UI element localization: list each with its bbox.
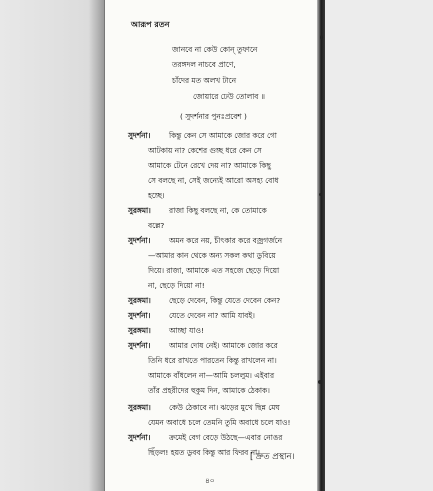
exit-direction: [ দ্রুত প্রস্থান। xyxy=(250,451,295,461)
dialogue-line: যেতে দেবেন না? আমি যাবই। xyxy=(169,311,255,320)
song-line: তরঙ্গদল নাচবে প্রাণে, xyxy=(172,60,236,69)
speaker-name: সুরঙ্গমা। xyxy=(128,296,151,305)
speaker-name: সুদর্শনা। xyxy=(128,433,151,442)
dialogue-line: বল্লে? xyxy=(148,221,165,230)
dialogue-line: ছেড়ে দেবেন, কিন্তু যেতে দেবেন কেন? xyxy=(169,296,281,305)
speaker-name: সুরঙ্গমা। xyxy=(128,403,151,412)
dialogue-line: আমার দোষ নেই। আমাকে জোর করে xyxy=(169,341,278,350)
dialogue-line: ক্রমেই বেগ বেড়ে উঠছে—এবার নোঙর xyxy=(169,433,283,442)
dialogue-line: রাজা কিছু বলছে না, কে তোমাকে xyxy=(169,206,267,215)
dialogue-line: দিয়ে। রাজা, আমাকে এত সহজে ছেড়ে দিয়ো xyxy=(148,266,280,275)
speaker-name: সুরঙ্গমা। xyxy=(128,326,151,335)
dialogue-line: —আমার কান থেকে অন্য সকল কথা ডুবিয়ে xyxy=(148,251,276,260)
dialogue-line: আমাকে টেনে রেখে দেয় না? আমাকে কিছু xyxy=(148,161,271,170)
speaker-name: সুদর্শনা। xyxy=(128,311,151,320)
dialogue-line: ছিঁড়ল! হয়ত ডুবব কিন্তু আর ফিরব না। xyxy=(148,448,260,457)
song-line: জানবে না কেউ কোন্ তুফানে xyxy=(172,45,258,54)
dialogue-line: কিন্তু কেন সে আমাকে জোর করে গো xyxy=(169,131,277,140)
dialogue-line: হচ্ছে। xyxy=(148,191,165,200)
speaker-name: সুরঙ্গমা। xyxy=(128,206,151,215)
dialogue-line: তিনি ধরে রাখতে পারতেন কিন্তু রাখলেন না। xyxy=(148,356,277,365)
page-gutter xyxy=(317,0,325,491)
dialogue-line: যেমন অবাধে চলে তেমনি তুমি অবাধে চলে যাও! xyxy=(148,418,291,427)
ink-speck xyxy=(318,380,322,384)
dialogue-line: অমন করে নয়, চীৎকার করে বজ্রগর্জনে xyxy=(169,236,283,245)
dialogue-line: সে বলছে না, সেই জন্যেই আরো অসহ্য বোধ xyxy=(148,176,279,185)
running-header: আরূপ রতন xyxy=(131,20,170,29)
speaker-name: সুদর্শনা। xyxy=(128,131,151,140)
dialogue-line: আটকায় না? কেশের গুচ্ছ ধরে কেন সে xyxy=(148,146,262,155)
speaker-name: সুদর্শনা। xyxy=(128,236,151,245)
dialogue-line: কেউ ঠেকাবে না। ঝড়ের মুখে ছিন্ন মেঘ xyxy=(169,403,280,412)
speaker-name: সুদর্শনা। xyxy=(128,341,151,350)
left-margin-shadow xyxy=(0,0,104,491)
stage-direction: ( সুদর্শনার পুনঃপ্রবেশ ) xyxy=(180,112,247,121)
dialogue-line: তাঁর প্রহরীদের হুকুম দিন, আমাকে ঠেকাক। xyxy=(148,386,270,395)
page-number: ৪০ xyxy=(205,476,215,485)
ink-speck xyxy=(320,35,323,40)
dialogue-line: আচ্ছা যাও! xyxy=(169,326,204,335)
right-background xyxy=(325,0,433,491)
dialogue-line: না, ছেড়ে দিয়ো না! xyxy=(148,281,205,290)
dialogue-line: আমাকে বাঁধলেন না—আমি চললুম। এইবার xyxy=(148,371,275,380)
ink-speck xyxy=(319,193,322,196)
song-line: জোয়ারে ঢেউ তোলাব ॥ xyxy=(193,92,265,101)
song-line: চাঁদের মত অলখ টানে xyxy=(172,76,237,85)
